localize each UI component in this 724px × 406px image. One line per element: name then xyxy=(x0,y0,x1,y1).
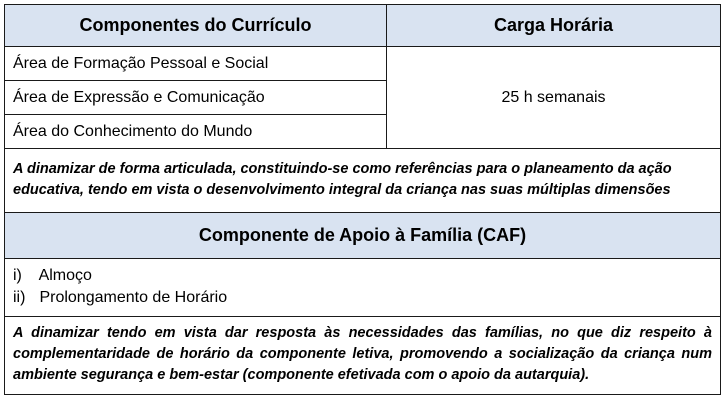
list-item xyxy=(13,287,712,309)
header-row xyxy=(5,5,721,47)
list-item xyxy=(13,265,712,287)
curriculum-note: A dinamizar de forma articulada, constituindo-se como referências para o planeamento da ação educativa, tendo em vista o desenvolvimento integral da criança nas suas múltiplas dimensões xyxy=(5,149,721,213)
component-cell: Área de Formação Pessoal e Social xyxy=(5,47,387,81)
caf-list-row xyxy=(5,259,721,317)
list-item-label: Prolongamento de Horário xyxy=(39,289,228,306)
hours-cell: 25 h semanais xyxy=(387,47,721,149)
list-marker: ii) xyxy=(13,289,26,306)
list-marker: i) xyxy=(13,267,22,284)
caf-list xyxy=(5,259,721,317)
component-cell: Área de Expressão e Comunicação xyxy=(5,81,387,115)
caf-note-row xyxy=(5,317,721,395)
list-item-label: Almoço xyxy=(38,267,92,284)
curriculum-table xyxy=(4,4,721,395)
note-row xyxy=(5,149,721,213)
component-row xyxy=(5,47,721,81)
header-components: Componentes do Currículo xyxy=(5,5,387,47)
caf-note: A dinamizar tendo em vista dar resposta às necessidades das famílias, no que diz respeito à complementaridade de horário da componente letiva, promovendo a socialização da criança num ambiente segurança e bem-estar (componente efetivada com o apoio da autarquia). xyxy=(5,317,721,395)
component-cell: Área do Conhecimento do Mundo xyxy=(5,115,387,149)
caf-title: Componente de Apoio à Família (CAF) xyxy=(5,213,721,259)
caf-header-row xyxy=(5,213,721,259)
header-hours: Carga Horária xyxy=(387,5,721,47)
